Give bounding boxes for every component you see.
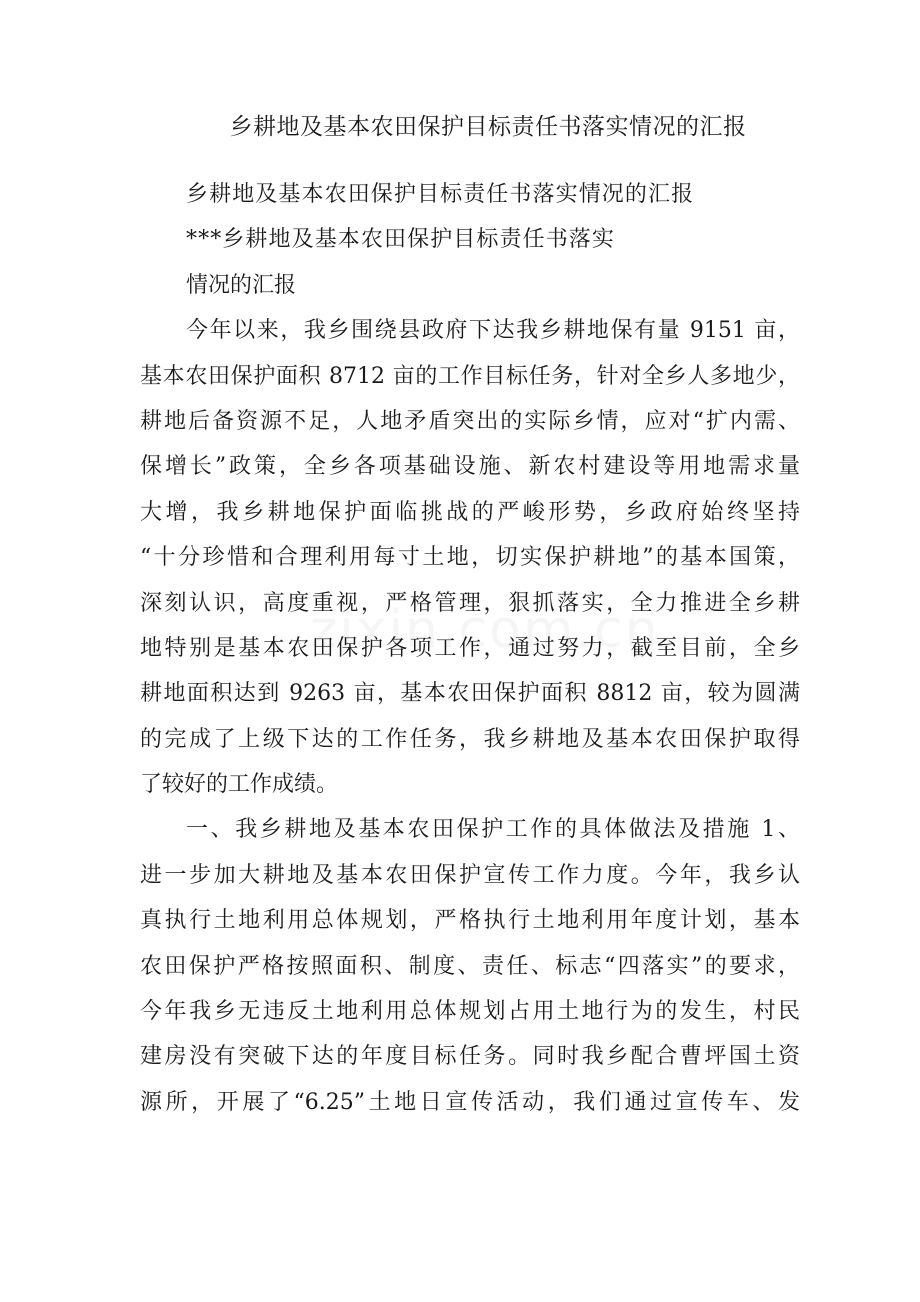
paragraph-line: 保增长”政策，全乡各项基础设施、新农村建设等用地需求量 <box>140 454 800 480</box>
paragraph-line: 一、我乡耕地及基本农田保护工作的具体做法及措施 1、 <box>186 817 800 843</box>
document-title: 乡耕地及基本农田保护目标责任书落实情况的汇报 <box>229 114 747 140</box>
paragraph-line: 进一步加大耕地及基本农田保护宣传工作力度。今年，我乡认 <box>140 862 800 888</box>
paragraph-line: 大增，我乡耕地保护面临挑战的严峻形势，乡政府始终坚持 <box>140 499 800 525</box>
paragraph-line: 源所，开展了“6.25”土地日宣传活动，我们通过宣传车、发 <box>140 1089 800 1115</box>
paragraph-line: 的完成了上级下达的工作任务，我乡耕地及基本农田保护取得 <box>140 726 800 752</box>
paragraph-line: 了较好的工作成绩。 <box>140 772 339 798</box>
paragraph-line: 耕地面积达到 9263 亩，基本农田保护面积 8812 亩，较为圆满 <box>140 681 800 707</box>
document-body <box>140 172 800 1125</box>
paragraph-line: 地特别是基本农田保护各项工作，通过努力，截至目前，全乡 <box>140 635 800 661</box>
paragraph-line: 建房没有突破下达的年度目标任务。同时我乡配合曹坪国土资 <box>140 1044 800 1070</box>
subtitle-line: ***乡耕地及基本农田保护目标责任书落实 <box>186 227 616 253</box>
subtitle-line: 情况的汇报 <box>186 272 297 298</box>
paragraph-line: 农田保护严格按照面积、制度、责任、标志“四落实”的要求， <box>140 953 800 979</box>
paragraph-line: 基本农田保护面积 8712 亩的工作目标任务，针对全乡人多地少， <box>140 363 800 389</box>
paragraph-line: 今年我乡无违反土地利用总体规划占用土地行为的发生，村民 <box>140 999 800 1025</box>
paragraph-line: “十分珍惜和合理利用每寸土地，切实保护耕地”的基本国策， <box>140 545 800 571</box>
subtitle-line: 乡耕地及基本农田保护目标责任书落实情况的汇报 <box>186 182 695 207</box>
paragraph-line: 今年以来，我乡围绕县政府下达我乡耕地保有量 9151 亩， <box>186 318 800 344</box>
paragraph-line: 深刻认识，高度重视，严格管理，狠抓落实，全力推进全乡耕 <box>140 590 800 616</box>
paragraph-line: 真执行土地利用总体规划，严格执行土地利用年度计划，基本 <box>140 908 800 934</box>
paragraph-line: 耕地后备资源不足，人地矛盾突出的实际乡情，应对“扩内需、 <box>140 408 800 434</box>
